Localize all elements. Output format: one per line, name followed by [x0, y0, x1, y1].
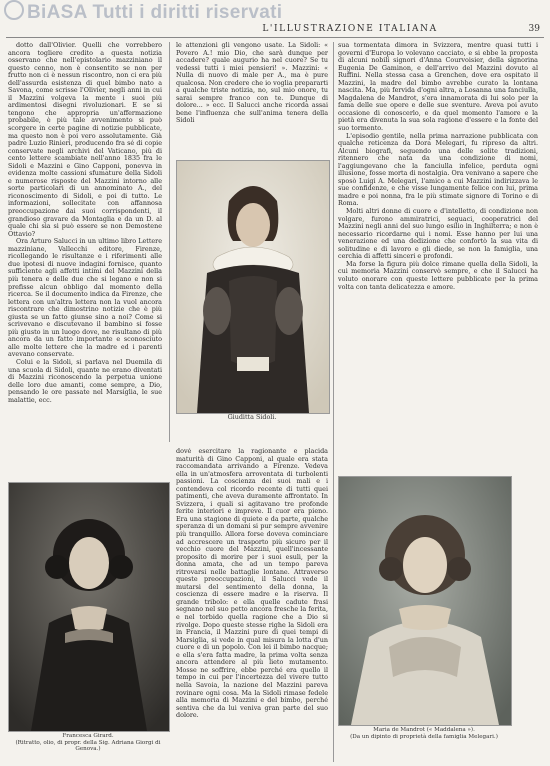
paragraph: Ma forse la figura più dolce rimane quella della Sidoli, la cui memoria Mazzini conservò sempre, e che il Salucci ha voluto onorare con queste lettere pubblicate per la prima volta con tanta delicatezza e amore. — [338, 259, 538, 291]
portrait-giuditta-sidoli — [176, 160, 330, 414]
portrait-francesca-girard — [8, 482, 170, 732]
paragraph: le attenzioni gli vengono usate. La Sidoli: « Povero A.! mio Dio, che sarà dunque per accadere? quale augurio ha nel cuore? Se tu vedessi tutti i miei pensieri! ». Mazzini: « Nulla di nuovo di male per A., ma è pure qualcosa. Non credere che io voglia prepararti a qualche triste notizia, no, sul mio onore, tu sarai sempre franco con te. Dunque di dolore... » ecc. Il Salucci anche ricorda assai bene l'influenza che sull'anima tenera della Sidoli — [176, 42, 328, 125]
paragraph: L'episodio gentile, nella prima narrazione pubblicata con qualche reticenza da Dora Melegari, fu ripreso da altri. Alcuni biografi, seguendo una delle solite tradizioni, ritennero che nata da una condizione di nomi, l'aggiungevano che la fanciulla infelice, perduta ogni illusione, fosse morta di nostalgia. Ora venivano a sapere che sposò Luigi A. Melegari, l'amico a cui Mazzini indirizzava le sue confidenze, e che visse lungamente felice con lui, prima madre e poi nonna, fra le più stimate signore di Torino e di Roma. — [338, 131, 538, 208]
watermark — [0, 0, 550, 26]
page-header-title: L'ILLUSTRAZIONE ITALIANA — [262, 24, 438, 34]
caption-credit: (Da un dipinto di proprietà della famiglia Melegari.) — [350, 733, 498, 740]
header-rule — [6, 37, 544, 38]
caption-credit: (Ritratto, olio, di propr. della Sig. Adriana Giorgi di Genova.) — [15, 739, 161, 753]
portrait-maria-de-mandrot — [338, 476, 512, 726]
portrait-woman-curls-icon — [9, 483, 169, 731]
article-column-2-bottom — [176, 448, 328, 760]
article-column-2-top — [176, 42, 328, 156]
caption-name: Maria de Mandrot (« Maddalena »). — [373, 727, 475, 733]
caption-francesca-girard — [8, 733, 168, 753]
paragraph: sua tormentata dimora in Svizzera, mentre quasi tutti i governi d'Europa lo volevano cacciato, e si ebbe la proposta di alcuni nobili signori d'Anna Courvoisier, della signorina Eugenia De Gaminon, e dell'arrivo del Mazzini dovuto al Ruffini. Nella stessa casa a Grenchen, dove era ospitato il Mazzini, la madre del bimbo avrebbe curato la lontana nascita. Ma, più fervida d'ogni altra, a Losanna una fanciulla, Magdalena de Mandrot, s'era innamorata di lui solo per la fama delle sue opere e delle sue sventure. Aveva poi avuto occasione di conoscerlo, e da quel momento l'amore e la pietà era divenuta la sua sola ragione d'essere e la fonte del suo tormento. — [338, 42, 538, 133]
paragraph: Molti altri donne di cuore e d'intelletto, di condizione non volgare, furono ammiratrici, seguaci, cooperatrici del Mazzini negli anni del suo lungo esilio in Inghilterra; e non è necessario ricordarne qui i nomi. Esse hanno per lui una venerazione ed una dedizione che confortò la sua vita di solitudine e di lavoro e gli diede, se non la famiglia, una cerchia di affetti sinceri e profondi. — [338, 207, 538, 261]
paragraph: Colui e la Sidoli, si parlava nel Duemila di una scuola di Sidoli, quante ne erano diventati di Mazzini riconoscendo la perpetua unione delle loro due amanti, come sempre, a Dio, pensando le ore passate nel Marsiglia, le sue malattie, ecc. — [8, 357, 162, 404]
page-number: 39 — [528, 24, 540, 34]
column-divider — [169, 42, 170, 442]
portrait-woman-ruff-collar-icon — [177, 161, 329, 413]
caption-name: Francesca Girard. — [62, 733, 114, 739]
portrait-woman-curls-shawl-icon — [339, 477, 511, 725]
column-divider — [333, 42, 334, 762]
watermark-logo-icon — [4, 0, 24, 20]
article-column-1 — [8, 42, 162, 462]
caption-maria-de-mandrot — [338, 727, 510, 740]
caption-giuditta-sidoli: Giuditta Sidoli. — [227, 413, 277, 421]
watermark-text: BiASA Tutti i diritti riservati — [27, 2, 283, 23]
paragraph: dové esercitare la ragionante e placida maturità di Gino Capponi, al quale era stata raccomandata arrivando a Firenze. Vedeva ella in un'atmosfera arroventata di turbolenti passioni. La coscienza dei suoi mali e i contendeva col ricordo recente di tutti quei patimenti, che aveva duramente affrontato. In Svizzera, i quali si agitavano tre profonde ferite interiori e impreve. Il cuor era pieno. Era una stagione di quiete e da parte, qualche speranza di un domani si pur sempre avvenire più tranquillo. Allora forse doveva cominciare ad accrescere un trasporto più sicuro per il vecchio cuore del Mazzini, quell'incessante proposito di morire per i suoi esuli, per la donna amata, che ad un tempo pareva ritrovarsi nelle battaglie lontane. Attraverso queste preoccupazioni, il Salucci vede il mutarsi del sentimento della donna, la coscienza di essere madre e la riserva. Il grande tribolo: e ella quelle cadute frasi segnano nel suo petto ancora fresche la ferita, e nel torbido quella ragione che a Dio si rivolge. Dopo queste stesse righe la Sidoli era in Francia, il Mazzini pure di quei tempi di Marsiglia, si vede in qual misura la lotta d'un cuore e di un popolo. Con lei il bimbo nacque; e ella s'era fatta madre, la prima volta senza ancora attendere al più lieto mutamento. Mosse ne soffrire, ebbe perché era quello il tempo in cui per l'incertezza del vivere tutto nella Savoia, la nazione del Mazzini pareva rovinare ogni cosa. Ma la Sidoli rimase fedele alla memoria di Mazzini e del bimbo, perché sentiva che da lui veniva gran parte del suo dolore. — [176, 448, 328, 720]
paragraph: Ora Arturo Salucci in un ultimo libro Lettere mazziniane, Vallecchi editore, Firenze, ricollegando le risultanze e i riferimenti alle due ipotesi di nuove indagini fornisce, quanto sufficiente agli affetti intimi del Mazzini della più tenera e delle due che si legano e non si prefisse alcun obbligo dal momento della ricerca. Se il documento indica da Firenze, che lettera con un'altra lettera non la vuol ancora riscontrare che dimostrino notizie che è più giusta se un fatto giunse sino a noi? Come si scrivevano e discutevano il bambino si fosse più giusto in un luogo dove, ne risultano di più ancora da un fatto importante e sconosciuto alle molte lettere che la madre ed i parenti avevano conservate. — [8, 237, 162, 359]
paragraph: dotto dall'Olivier. Quelli che vorrebbero ancora togliere credito a questa notizia osservano che nell'epistolario mazziniano il questo cenno, non è consentito se non per frutto non ci è nessun riscontro, non ci era più dell'assurda esistenza di quel bimbo nato a Savona, come scrisse l'Olivier, negli anni in cui il Mazzini volgeva la mente i suoi più ardimentosi disegni rivoluzionari. E se si tengono che appropria un'affermazione probabile, è più tale avvenimento si può scorgere in certe pagine di notizie pubblicate, ma questo non è poi vero assolutamente. Già padre Luzio Rinieri, producendo fra sé di copie conservate negli archivi del Vaticano, più di cento lettere scambiate nell'anno 1835 fra le Sidoli e Mazzini e Gino Capponi, ponevva in evidenza molte cassioni sfumature della Sidoli e numerose risposte del Mazzini intorno alle sorte particolari di un annominato A., del riconoscimento di Sidoli, e poi di tutto. Le informazioni, sollecitate con affannosa preoccupazione dai suoi corrispondenti, il grandioso gravare da Montaglia e da un D. al quale chi sia si può essere se non Demostene Ottavio? — [8, 42, 162, 238]
